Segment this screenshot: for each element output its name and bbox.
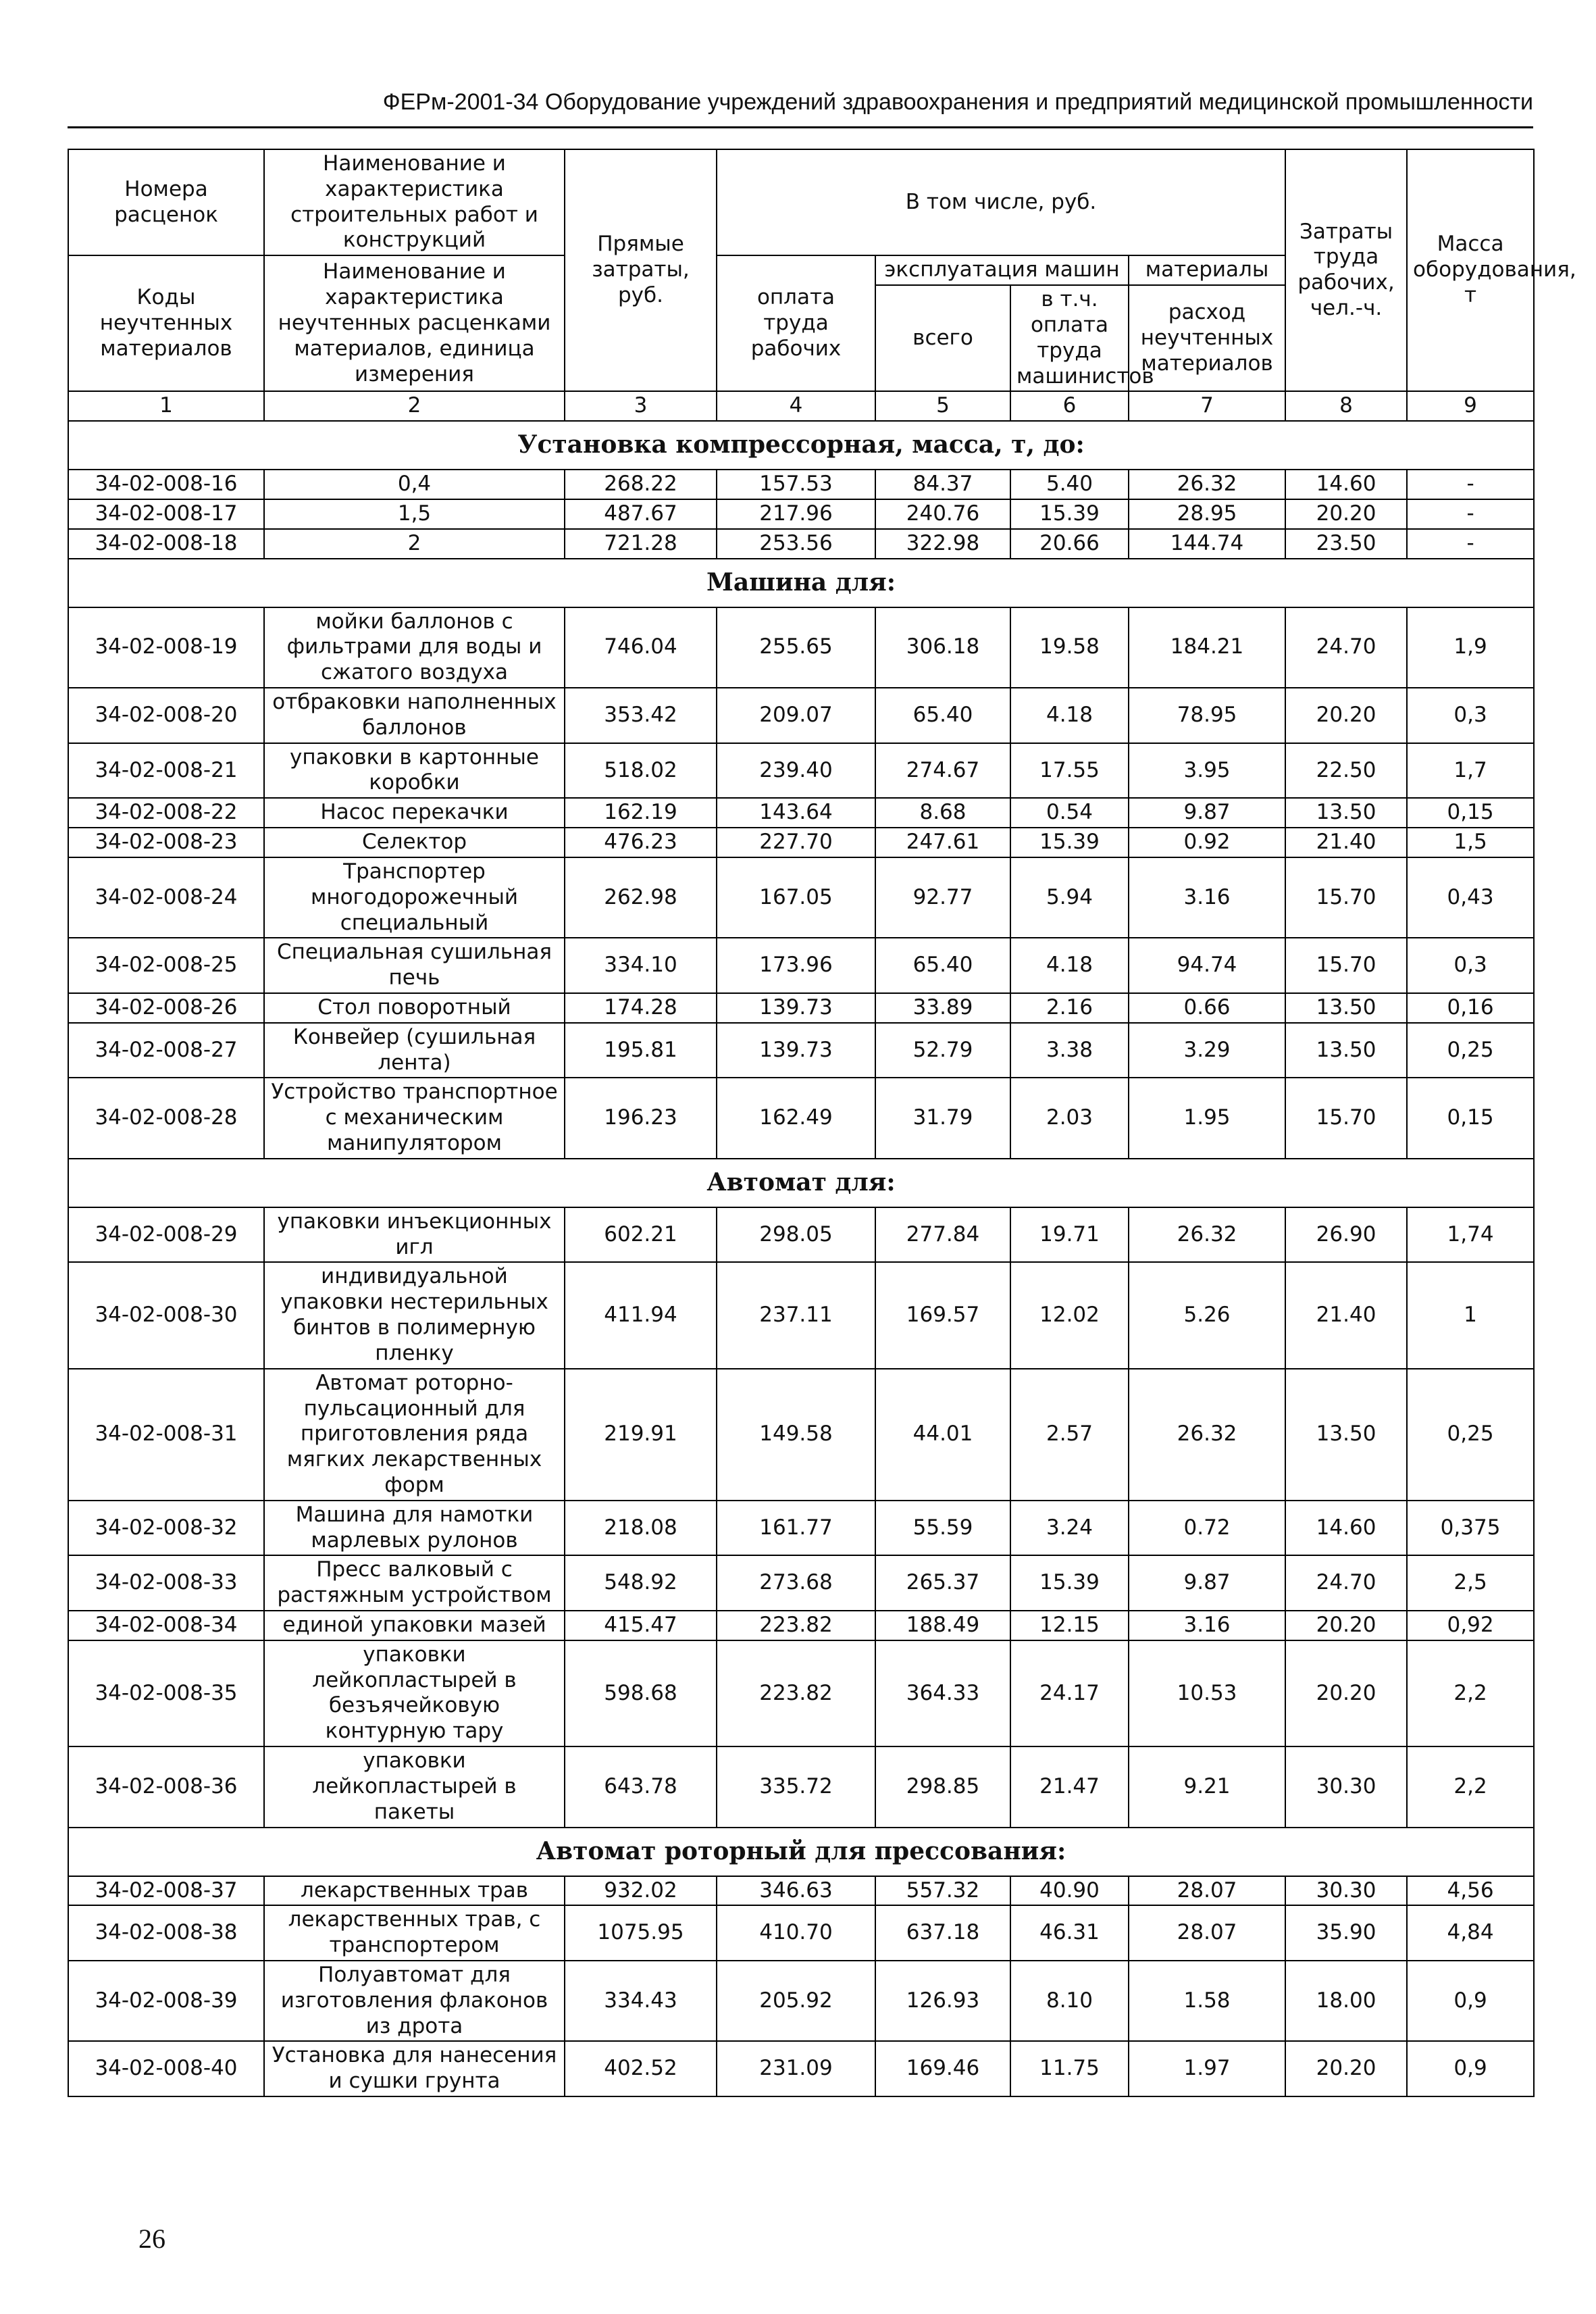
col-number: 4 bbox=[717, 391, 875, 421]
direct-costs: 548.92 bbox=[565, 1555, 717, 1611]
section-title: Автомат для: bbox=[68, 1159, 1534, 1207]
header-work-name: Наименование и характеристика строительных работ и конструкций bbox=[264, 149, 565, 255]
direct-costs: 476.23 bbox=[565, 828, 717, 857]
machines-total: 65.40 bbox=[875, 688, 1010, 743]
equipment-mass: 0,15 bbox=[1407, 1078, 1534, 1158]
operator-pay: 5.40 bbox=[1010, 470, 1129, 499]
work-name: индивидуальной упаковки нестерильных бинтов в полимерную пленку bbox=[264, 1262, 565, 1368]
unaccounted-materials: 3.16 bbox=[1129, 1611, 1285, 1640]
header-equipment-mass: Масса оборудования, т bbox=[1407, 149, 1534, 391]
work-name: Селектор bbox=[264, 828, 565, 857]
unaccounted-materials: 1.95 bbox=[1129, 1078, 1285, 1158]
work-name: Установка для нанесения и сушки грунта bbox=[264, 2041, 565, 2096]
operator-pay: 40.90 bbox=[1010, 1876, 1129, 1906]
equipment-mass: 1 bbox=[1407, 1262, 1534, 1368]
rate-code: 34-02-008-38 bbox=[68, 1905, 264, 1961]
operator-pay: 4.18 bbox=[1010, 688, 1129, 743]
labor-hours: 13.50 bbox=[1285, 1369, 1407, 1501]
labor-hours: 13.50 bbox=[1285, 798, 1407, 828]
unaccounted-materials: 94.74 bbox=[1129, 938, 1285, 993]
direct-costs: 487.67 bbox=[565, 499, 717, 529]
operator-pay: 5.94 bbox=[1010, 857, 1129, 938]
machines-total: 298.85 bbox=[875, 1746, 1010, 1827]
equipment-mass: 0,3 bbox=[1407, 688, 1534, 743]
labor-hours: 14.60 bbox=[1285, 1501, 1407, 1556]
labor-hours: 24.70 bbox=[1285, 607, 1407, 688]
work-name: лекарственных трав, с транспортером bbox=[264, 1905, 565, 1961]
table-row bbox=[68, 1640, 1534, 1746]
labor-hours: 30.30 bbox=[1285, 1746, 1407, 1827]
equipment-mass: 1,9 bbox=[1407, 607, 1534, 688]
machines-total: 169.57 bbox=[875, 1262, 1010, 1368]
operator-pay: 4.18 bbox=[1010, 938, 1129, 993]
direct-costs: 721.28 bbox=[565, 529, 717, 559]
equipment-mass: - bbox=[1407, 470, 1534, 499]
worker-pay: 149.58 bbox=[717, 1369, 875, 1501]
direct-costs: 262.98 bbox=[565, 857, 717, 938]
unaccounted-materials: 3.29 bbox=[1129, 1023, 1285, 1078]
direct-costs: 334.43 bbox=[565, 1961, 717, 2041]
work-name: Насос перекачки bbox=[264, 798, 565, 828]
labor-hours: 13.50 bbox=[1285, 993, 1407, 1023]
header-direct-costs: Прямые затраты, руб. bbox=[565, 149, 717, 391]
table-row bbox=[68, 1078, 1534, 1158]
work-name: упаковки лейкопластырей в пакеты bbox=[264, 1746, 565, 1827]
worker-pay: 239.40 bbox=[717, 743, 875, 799]
table-row bbox=[68, 1555, 1534, 1611]
worker-pay: 223.82 bbox=[717, 1640, 875, 1746]
worker-pay: 139.73 bbox=[717, 993, 875, 1023]
machines-total: 240.76 bbox=[875, 499, 1010, 529]
labor-hours: 23.50 bbox=[1285, 529, 1407, 559]
operator-pay: 46.31 bbox=[1010, 1905, 1129, 1961]
worker-pay: 335.72 bbox=[717, 1746, 875, 1827]
operator-pay: 12.15 bbox=[1010, 1611, 1129, 1640]
direct-costs: 415.47 bbox=[565, 1611, 717, 1640]
labor-hours: 15.70 bbox=[1285, 938, 1407, 993]
unaccounted-materials: 0.72 bbox=[1129, 1501, 1285, 1556]
unaccounted-materials: 78.95 bbox=[1129, 688, 1285, 743]
labor-hours: 35.90 bbox=[1285, 1905, 1407, 1961]
equipment-mass: 1,7 bbox=[1407, 743, 1534, 799]
direct-costs: 219.91 bbox=[565, 1369, 717, 1501]
header-machine-operation: эксплуатация машин bbox=[875, 255, 1129, 285]
machines-total: 277.84 bbox=[875, 1207, 1010, 1263]
direct-costs: 353.42 bbox=[565, 688, 717, 743]
header-material-codes: Коды неучтенных материалов bbox=[68, 255, 264, 391]
unaccounted-materials: 0.66 bbox=[1129, 993, 1285, 1023]
labor-hours: 21.40 bbox=[1285, 828, 1407, 857]
operator-pay: 8.10 bbox=[1010, 1961, 1129, 2041]
unaccounted-materials: 9.87 bbox=[1129, 1555, 1285, 1611]
operator-pay: 19.58 bbox=[1010, 607, 1129, 688]
col-number: 9 bbox=[1407, 391, 1534, 421]
worker-pay: 410.70 bbox=[717, 1905, 875, 1961]
work-name: Полуавтомат для изготовления флаконов из дрота bbox=[264, 1961, 565, 2041]
worker-pay: 237.11 bbox=[717, 1262, 875, 1368]
direct-costs: 411.94 bbox=[565, 1262, 717, 1368]
operator-pay: 2.57 bbox=[1010, 1369, 1129, 1501]
direct-costs: 196.23 bbox=[565, 1078, 717, 1158]
worker-pay: 161.77 bbox=[717, 1501, 875, 1556]
table-row bbox=[68, 1262, 1534, 1368]
table-row bbox=[68, 993, 1534, 1023]
equipment-mass: 2,5 bbox=[1407, 1555, 1534, 1611]
table-row bbox=[68, 499, 1534, 529]
header-operator-pay: в т.ч. оплата труда машинистов bbox=[1010, 285, 1129, 391]
equipment-mass: 2,2 bbox=[1407, 1746, 1534, 1827]
operator-pay: 17.55 bbox=[1010, 743, 1129, 799]
table-row bbox=[68, 857, 1534, 938]
work-name: Стол поворотный bbox=[264, 993, 565, 1023]
worker-pay: 298.05 bbox=[717, 1207, 875, 1263]
equipment-mass: 0,92 bbox=[1407, 1611, 1534, 1640]
rate-code: 34-02-008-20 bbox=[68, 688, 264, 743]
machines-total: 126.93 bbox=[875, 1961, 1010, 2041]
equipment-mass: 0,9 bbox=[1407, 2041, 1534, 2096]
work-name: 2 bbox=[264, 529, 565, 559]
table-row bbox=[68, 938, 1534, 993]
col-number: 3 bbox=[565, 391, 717, 421]
direct-costs: 195.81 bbox=[565, 1023, 717, 1078]
unaccounted-materials: 26.32 bbox=[1129, 470, 1285, 499]
work-name: единой упаковки мазей bbox=[264, 1611, 565, 1640]
header-materials: материалы bbox=[1129, 255, 1285, 285]
worker-pay: 162.49 bbox=[717, 1078, 875, 1158]
operator-pay: 0.54 bbox=[1010, 798, 1129, 828]
machines-total: 247.61 bbox=[875, 828, 1010, 857]
operator-pay: 19.71 bbox=[1010, 1207, 1129, 1263]
operator-pay: 24.17 bbox=[1010, 1640, 1129, 1746]
labor-hours: 20.20 bbox=[1285, 499, 1407, 529]
machines-total: 52.79 bbox=[875, 1023, 1010, 1078]
labor-hours: 20.20 bbox=[1285, 1611, 1407, 1640]
rate-code: 34-02-008-28 bbox=[68, 1078, 264, 1158]
operator-pay: 3.38 bbox=[1010, 1023, 1129, 1078]
section-row bbox=[68, 1159, 1534, 1207]
machines-total: 44.01 bbox=[875, 1369, 1010, 1501]
header-rule bbox=[68, 126, 1533, 128]
section-row bbox=[68, 559, 1534, 607]
machines-total: 265.37 bbox=[875, 1555, 1010, 1611]
machines-total: 8.68 bbox=[875, 798, 1010, 828]
header-including: В том числе, руб. bbox=[717, 149, 1285, 255]
equipment-mass: 2,2 bbox=[1407, 1640, 1534, 1746]
unaccounted-materials: 10.53 bbox=[1129, 1640, 1285, 1746]
table-row bbox=[68, 1501, 1534, 1556]
col-number: 5 bbox=[875, 391, 1010, 421]
unaccounted-materials: 28.95 bbox=[1129, 499, 1285, 529]
section-title: Машина для: bbox=[68, 559, 1534, 607]
machines-total: 84.37 bbox=[875, 470, 1010, 499]
operator-pay: 12.02 bbox=[1010, 1262, 1129, 1368]
table-row bbox=[68, 1905, 1534, 1961]
rate-code: 34-02-008-31 bbox=[68, 1369, 264, 1501]
unaccounted-materials: 28.07 bbox=[1129, 1905, 1285, 1961]
direct-costs: 643.78 bbox=[565, 1746, 717, 1827]
rate-code: 34-02-008-30 bbox=[68, 1262, 264, 1368]
header-unaccounted-materials: расход неучтенных материалов bbox=[1129, 285, 1285, 391]
col-number: 8 bbox=[1285, 391, 1407, 421]
work-name: упаковки в картонные коробки bbox=[264, 743, 565, 799]
rate-code: 34-02-008-17 bbox=[68, 499, 264, 529]
rate-code: 34-02-008-34 bbox=[68, 1611, 264, 1640]
header-rate-numbers: Номера расценок bbox=[68, 149, 264, 255]
section-row bbox=[68, 1828, 1534, 1876]
table-row bbox=[68, 1876, 1534, 1906]
page-number: 26 bbox=[138, 2223, 165, 2254]
unaccounted-materials: 26.32 bbox=[1129, 1369, 1285, 1501]
work-name: Машина для намотки марлевых рулонов bbox=[264, 1501, 565, 1556]
rate-code: 34-02-008-37 bbox=[68, 1876, 264, 1906]
equipment-mass: 4,56 bbox=[1407, 1876, 1534, 1906]
section-row bbox=[68, 421, 1534, 470]
work-name: Транспортер многодорожечный специальный bbox=[264, 857, 565, 938]
unaccounted-materials: 0.92 bbox=[1129, 828, 1285, 857]
direct-costs: 162.19 bbox=[565, 798, 717, 828]
direct-costs: 746.04 bbox=[565, 607, 717, 688]
equipment-mass: - bbox=[1407, 499, 1534, 529]
worker-pay: 173.96 bbox=[717, 938, 875, 993]
worker-pay: 167.05 bbox=[717, 857, 875, 938]
labor-hours: 22.50 bbox=[1285, 743, 1407, 799]
machines-total: 92.77 bbox=[875, 857, 1010, 938]
table-row bbox=[68, 1207, 1534, 1263]
table-row bbox=[68, 688, 1534, 743]
section-title: Установка компрессорная, масса, т, до: bbox=[68, 421, 1534, 470]
rate-code: 34-02-008-39 bbox=[68, 1961, 264, 2041]
operator-pay: 15.39 bbox=[1010, 1555, 1129, 1611]
machines-total: 364.33 bbox=[875, 1640, 1010, 1746]
equipment-mass: 0,25 bbox=[1407, 1369, 1534, 1501]
worker-pay: 157.53 bbox=[717, 470, 875, 499]
operator-pay: 3.24 bbox=[1010, 1501, 1129, 1556]
equipment-mass: 0,16 bbox=[1407, 993, 1534, 1023]
operator-pay: 11.75 bbox=[1010, 2041, 1129, 2096]
machines-total: 188.49 bbox=[875, 1611, 1010, 1640]
operator-pay: 2.03 bbox=[1010, 1078, 1129, 1158]
rate-code: 34-02-008-36 bbox=[68, 1746, 264, 1827]
direct-costs: 268.22 bbox=[565, 470, 717, 499]
worker-pay: 227.70 bbox=[717, 828, 875, 857]
labor-hours: 26.90 bbox=[1285, 1207, 1407, 1263]
col-number: 1 bbox=[68, 391, 264, 421]
operator-pay: 20.66 bbox=[1010, 529, 1129, 559]
labor-hours: 15.70 bbox=[1285, 1078, 1407, 1158]
labor-hours: 24.70 bbox=[1285, 1555, 1407, 1611]
equipment-mass: 4,84 bbox=[1407, 1905, 1534, 1961]
work-name: Конвейер (сушильная лента) bbox=[264, 1023, 565, 1078]
table-row bbox=[68, 470, 1534, 499]
section-title: Автомат роторный для прессования: bbox=[68, 1828, 1534, 1876]
labor-hours: 30.30 bbox=[1285, 1876, 1407, 1906]
operator-pay: 15.39 bbox=[1010, 499, 1129, 529]
labor-hours: 20.20 bbox=[1285, 688, 1407, 743]
work-name: 1,5 bbox=[264, 499, 565, 529]
worker-pay: 143.64 bbox=[717, 798, 875, 828]
header-worker-pay: оплата труда рабочих bbox=[717, 255, 875, 391]
labor-hours: 21.40 bbox=[1285, 1262, 1407, 1368]
machines-total: 33.89 bbox=[875, 993, 1010, 1023]
operator-pay: 15.39 bbox=[1010, 828, 1129, 857]
direct-costs: 518.02 bbox=[565, 743, 717, 799]
equipment-mass: 1,74 bbox=[1407, 1207, 1534, 1263]
worker-pay: 255.65 bbox=[717, 607, 875, 688]
work-name: Устройство транспортное с механическим манипулятором bbox=[264, 1078, 565, 1158]
rate-code: 34-02-008-25 bbox=[68, 938, 264, 993]
worker-pay: 253.56 bbox=[717, 529, 875, 559]
worker-pay: 223.82 bbox=[717, 1611, 875, 1640]
machines-total: 557.32 bbox=[875, 1876, 1010, 1906]
direct-costs: 598.68 bbox=[565, 1640, 717, 1746]
work-name: упаковки инъекционных игл bbox=[264, 1207, 565, 1263]
work-name: отбраковки наполненных баллонов bbox=[264, 688, 565, 743]
direct-costs: 218.08 bbox=[565, 1501, 717, 1556]
work-name: Пресс валковый с растяжным устройством bbox=[264, 1555, 565, 1611]
unaccounted-materials: 1.97 bbox=[1129, 2041, 1285, 2096]
rate-code: 34-02-008-40 bbox=[68, 2041, 264, 2096]
direct-costs: 1075.95 bbox=[565, 1905, 717, 1961]
worker-pay: 231.09 bbox=[717, 2041, 875, 2096]
table-row bbox=[68, 1961, 1534, 2041]
worker-pay: 205.92 bbox=[717, 1961, 875, 2041]
rate-code: 34-02-008-22 bbox=[68, 798, 264, 828]
table-row bbox=[68, 1746, 1534, 1827]
header-material-name: Наименование и характеристика неучтенных расценками материалов, единица измерения bbox=[264, 255, 565, 391]
rate-code: 34-02-008-33 bbox=[68, 1555, 264, 1611]
running-header: ФЕРм-2001-34 Оборудование учреждений здравоохранения и предприятий медицинской промышленности bbox=[382, 89, 1533, 115]
unaccounted-materials: 3.95 bbox=[1129, 743, 1285, 799]
machines-total: 31.79 bbox=[875, 1078, 1010, 1158]
equipment-mass: 0,3 bbox=[1407, 938, 1534, 993]
equipment-mass: 0,25 bbox=[1407, 1023, 1534, 1078]
rate-code: 34-02-008-24 bbox=[68, 857, 264, 938]
col-number: 6 bbox=[1010, 391, 1129, 421]
unaccounted-materials: 9.21 bbox=[1129, 1746, 1285, 1827]
work-name: Специальная сушильная печь bbox=[264, 938, 565, 993]
equipment-mass: 0,43 bbox=[1407, 857, 1534, 938]
rate-code: 34-02-008-29 bbox=[68, 1207, 264, 1263]
rate-code: 34-02-008-26 bbox=[68, 993, 264, 1023]
machines-total: 322.98 bbox=[875, 529, 1010, 559]
table-row bbox=[68, 1369, 1534, 1501]
machines-total: 306.18 bbox=[875, 607, 1010, 688]
col-number: 2 bbox=[264, 391, 565, 421]
rate-code: 34-02-008-16 bbox=[68, 470, 264, 499]
work-name: Автомат роторно-пульсационный для приготовления ряда мягких лекарственных форм bbox=[264, 1369, 565, 1501]
header-labor-hours: Затраты труда рабочих, чел.-ч. bbox=[1285, 149, 1407, 391]
equipment-mass: 0,15 bbox=[1407, 798, 1534, 828]
table-row bbox=[68, 607, 1534, 688]
rate-code: 34-02-008-18 bbox=[68, 529, 264, 559]
direct-costs: 334.10 bbox=[565, 938, 717, 993]
labor-hours: 13.50 bbox=[1285, 1023, 1407, 1078]
rate-code: 34-02-008-32 bbox=[68, 1501, 264, 1556]
direct-costs: 174.28 bbox=[565, 993, 717, 1023]
rate-code: 34-02-008-27 bbox=[68, 1023, 264, 1078]
labor-hours: 18.00 bbox=[1285, 1961, 1407, 2041]
table-row bbox=[68, 1023, 1534, 1078]
rates-table bbox=[68, 149, 1576, 2097]
unaccounted-materials: 3.16 bbox=[1129, 857, 1285, 938]
col-number: 7 bbox=[1129, 391, 1285, 421]
worker-pay: 346.63 bbox=[717, 1876, 875, 1906]
rate-code: 34-02-008-19 bbox=[68, 607, 264, 688]
table-row bbox=[68, 529, 1534, 559]
unaccounted-materials: 26.32 bbox=[1129, 1207, 1285, 1263]
work-name: лекарственных трав bbox=[264, 1876, 565, 1906]
table-row bbox=[68, 1611, 1534, 1640]
equipment-mass: 0,375 bbox=[1407, 1501, 1534, 1556]
unaccounted-materials: 28.07 bbox=[1129, 1876, 1285, 1906]
equipment-mass: 0,9 bbox=[1407, 1961, 1534, 2041]
rate-code: 34-02-008-21 bbox=[68, 743, 264, 799]
worker-pay: 209.07 bbox=[717, 688, 875, 743]
labor-hours: 20.20 bbox=[1285, 2041, 1407, 2096]
machines-total: 274.67 bbox=[875, 743, 1010, 799]
worker-pay: 217.96 bbox=[717, 499, 875, 529]
direct-costs: 402.52 bbox=[565, 2041, 717, 2096]
operator-pay: 2.16 bbox=[1010, 993, 1129, 1023]
work-name: 0,4 bbox=[264, 470, 565, 499]
unaccounted-materials: 144.74 bbox=[1129, 529, 1285, 559]
rate-code: 34-02-008-35 bbox=[68, 1640, 264, 1746]
operator-pay: 21.47 bbox=[1010, 1746, 1129, 1827]
direct-costs: 932.02 bbox=[565, 1876, 717, 1906]
rate-code: 34-02-008-23 bbox=[68, 828, 264, 857]
labor-hours: 20.20 bbox=[1285, 1640, 1407, 1746]
unaccounted-materials: 9.87 bbox=[1129, 798, 1285, 828]
direct-costs: 602.21 bbox=[565, 1207, 717, 1263]
unaccounted-materials: 5.26 bbox=[1129, 1262, 1285, 1368]
table-row bbox=[68, 743, 1534, 799]
worker-pay: 273.68 bbox=[717, 1555, 875, 1611]
header-machines-total: всего bbox=[875, 285, 1010, 391]
labor-hours: 15.70 bbox=[1285, 857, 1407, 938]
machines-total: 65.40 bbox=[875, 938, 1010, 993]
machines-total: 637.18 bbox=[875, 1905, 1010, 1961]
labor-hours: 14.60 bbox=[1285, 470, 1407, 499]
machines-total: 169.46 bbox=[875, 2041, 1010, 2096]
work-name: мойки баллонов с фильтрами для воды и сжатого воздуха bbox=[264, 607, 565, 688]
worker-pay: 139.73 bbox=[717, 1023, 875, 1078]
machines-total: 55.59 bbox=[875, 1501, 1010, 1556]
equipment-mass: - bbox=[1407, 529, 1534, 559]
table-row bbox=[68, 828, 1534, 857]
work-name: упаковки лейкопластырей в безъячейковую контурную тару bbox=[264, 1640, 565, 1746]
table-row bbox=[68, 798, 1534, 828]
equipment-mass: 1,5 bbox=[1407, 828, 1534, 857]
unaccounted-materials: 184.21 bbox=[1129, 607, 1285, 688]
table-row bbox=[68, 2041, 1534, 2096]
unaccounted-materials: 1.58 bbox=[1129, 1961, 1285, 2041]
